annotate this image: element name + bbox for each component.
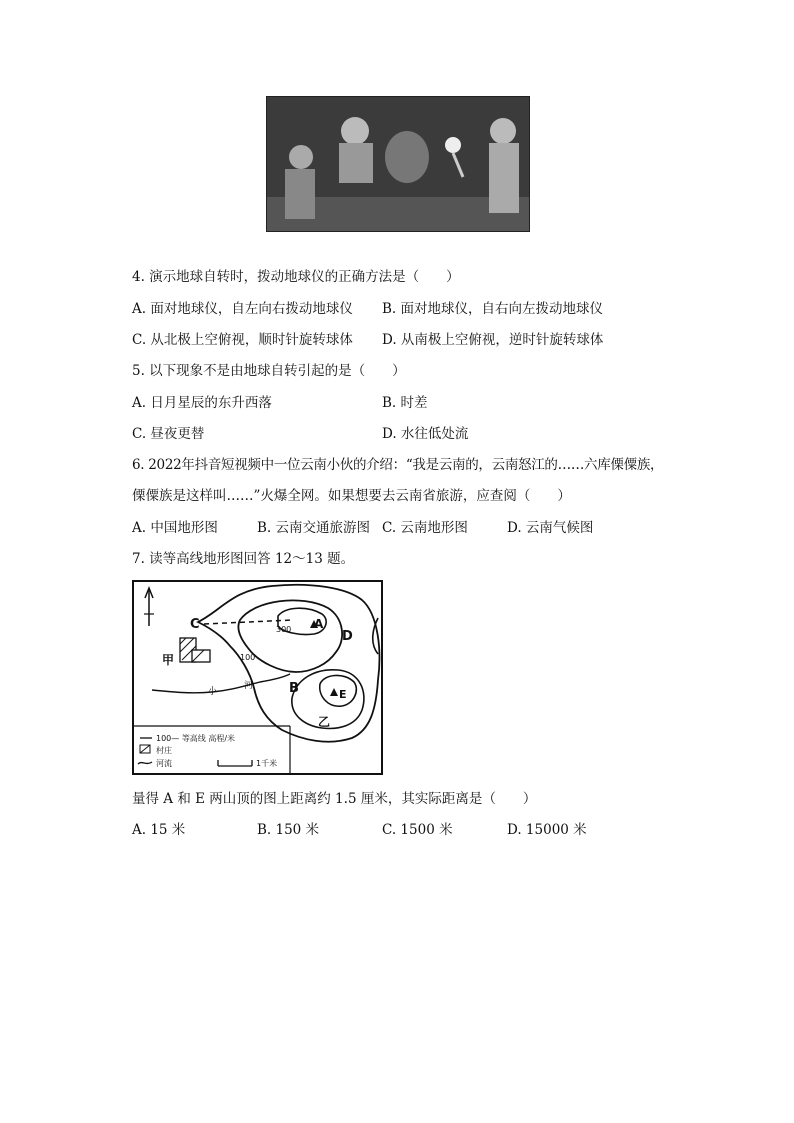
point-c-label: C (190, 617, 200, 632)
question-7-sub-stem: 量得 A 和 E 两山顶的图上距离约 1.5 厘米，其实际距离是（ ） (132, 791, 537, 807)
q7-option-d: D. 15000 米 (507, 822, 587, 838)
q6-option-b: B. 云南交通旅游图 (257, 520, 371, 536)
village-jia-label: 甲 (162, 653, 175, 667)
q6-option-c: C. 云南地形图 (382, 520, 468, 536)
q7-option-b: B. 150 米 (257, 822, 320, 838)
legend-river: 河流 (156, 759, 172, 768)
river-label-1: 小 (208, 687, 218, 697)
q4-option-d: D. 从南极上空俯视，逆时针旋转球体 (382, 332, 604, 348)
q4-option-b: B. 面对地球仪，自右向左拨动地球仪 (382, 301, 604, 317)
globe-demo-photo (266, 96, 530, 232)
question-7-stem: 7. 读等高线地形图回答 12～13 题。 (132, 551, 355, 567)
contour-map (132, 580, 383, 775)
q7-option-a: A. 15 米 (132, 822, 186, 838)
contour-300-label: 300 (276, 625, 292, 634)
q5-option-b: B. 时差 (382, 395, 428, 411)
point-d-label: D (342, 629, 353, 644)
question-6-stem-line2: 傈僳族是这样叫……”火爆全网。如果想要去云南省旅游，应查阅（ ） (132, 488, 571, 504)
place-yi-label: 乙 (318, 715, 331, 729)
q6-option-a: A. 中国地形图 (132, 520, 218, 536)
point-a-label: A (314, 617, 324, 631)
point-b-label: B (289, 681, 299, 696)
q5-option-c: C. 昼夜更替 (132, 426, 205, 442)
q5-option-d: D. 水往低处流 (382, 426, 469, 442)
question-5-stem: 5. 以下现象不是由地球自转引起的是（ ） (132, 363, 406, 379)
legend-scale: 1千米 (256, 759, 278, 768)
q4-option-c: C. 从北极上空俯视，顺时针旋转球体 (132, 332, 353, 348)
q6-option-d: D. 云南气候图 (507, 520, 594, 536)
contour-100-label: 100 (240, 653, 256, 662)
question-4-stem: 4. 演示地球自转时，拨动地球仪的正确方法是（ ） (132, 269, 460, 285)
legend-contour: 100— 等高线 高程/米 (156, 734, 236, 743)
legend-village: 村庄 (156, 746, 172, 755)
q4-option-a: A. 面对地球仪，自左向右拨动地球仪 (132, 301, 353, 317)
point-e-label: E (339, 688, 347, 701)
question-6-stem-line1: 6. 2022年抖音短视频中一位云南小伙的介绍：“我是云南的，云南怒江的……六库傈僳族， (132, 457, 664, 473)
q5-option-a: A. 日月星辰的东升西落 (132, 395, 272, 411)
q7-option-c: C. 1500 米 (382, 822, 453, 838)
river-label-2: 河 (244, 681, 254, 691)
